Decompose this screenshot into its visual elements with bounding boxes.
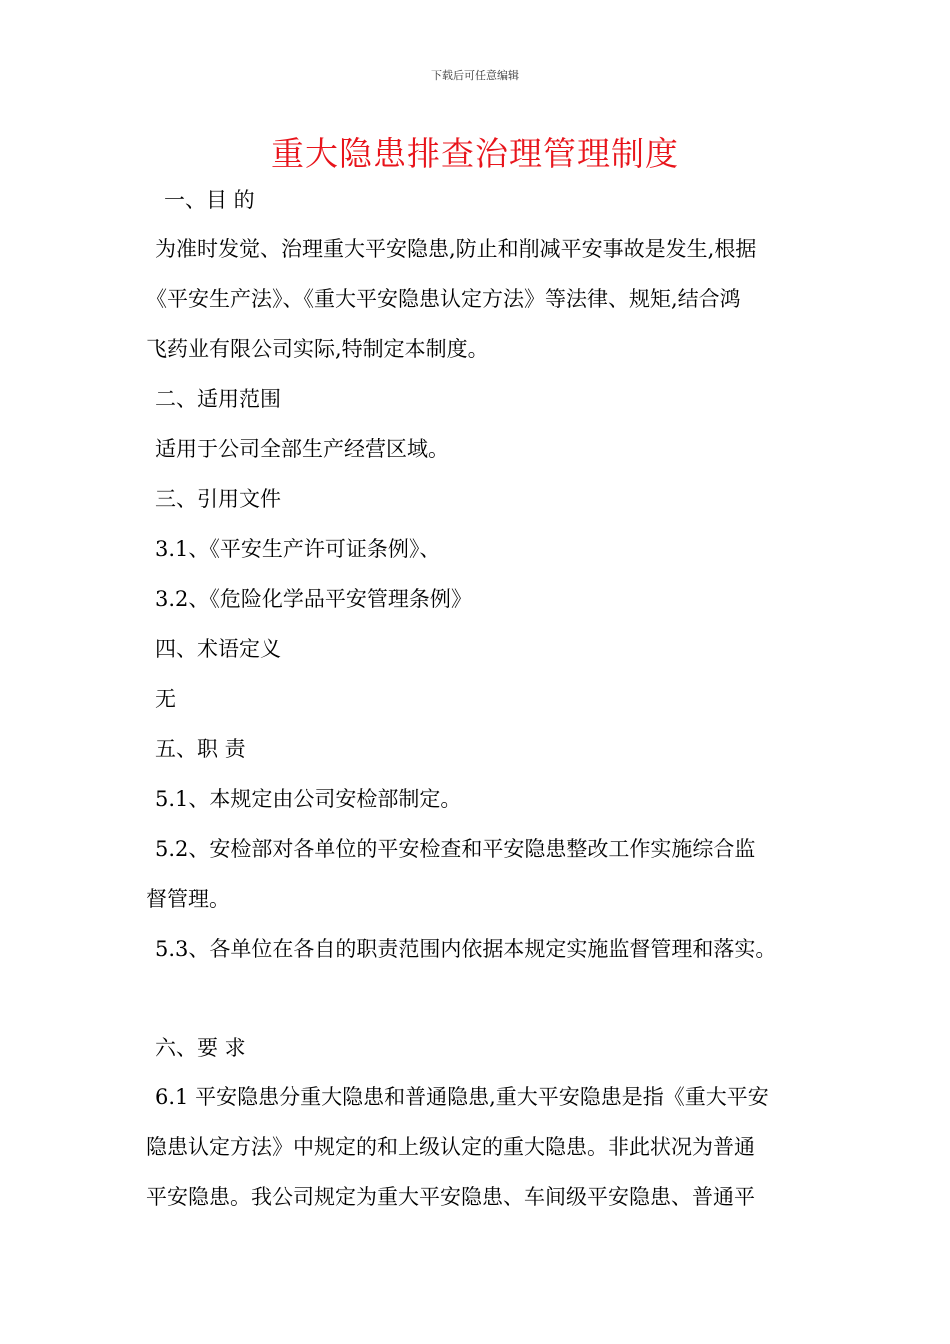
text-line: 6.1 平安隐患分重大隐患和普通隐患,重大平安隐患是指《重大平安 [155,1085,769,1109]
text-line: 5.1、本规定由公司安检部制定。 [155,787,462,811]
text-line: 5.2、安检部对各单位的平安检查和平安隐患整改工作实施综合监 [155,837,756,861]
document-title: 重大隐患排查治理管理制度 [271,134,679,173]
text-line: 隐患认定方法》中规定的和上级认定的重大隐患。非此状况为普通 [146,1135,755,1159]
text-line: 5.3、各单位在各自的职责范围内依据本规定实施监督管理和落实。 [155,937,777,961]
text-line: 督管理。 [146,887,230,911]
text-line: 适用于公司全部生产经营区域。 [155,437,449,461]
text-line: 为准时发觉、治理重大平安隐患,防止和削减平安事故是发生,根据 [155,237,757,261]
text-line: 《平安生产法》、《重大平安隐患认定方法》等法律、规矩,结合鸿 [146,287,741,311]
text-line: 四、术语定义 [155,637,281,661]
text-line: 一、目 的 [164,188,255,212]
text-line: 二、适用范围 [155,387,281,411]
text-line: 三、引用文件 [155,487,281,511]
text-line: 平安隐患。我公司规定为重大平安隐患、车间级平安隐患、普通平 [146,1185,755,1209]
page-header: 下载后可任意编辑 [431,69,519,82]
text-line: 飞药业有限公司实际,特制定本制度。 [146,337,489,361]
text-line: 五、职 责 [155,737,246,761]
text-line: 六、要 求 [155,1036,246,1060]
text-line: 无 [155,687,176,711]
text-line: 3.2、《危险化学品平安管理条例》 [155,587,472,611]
text-line: 3.1、《平安生产许可证条例》、 [155,537,441,561]
